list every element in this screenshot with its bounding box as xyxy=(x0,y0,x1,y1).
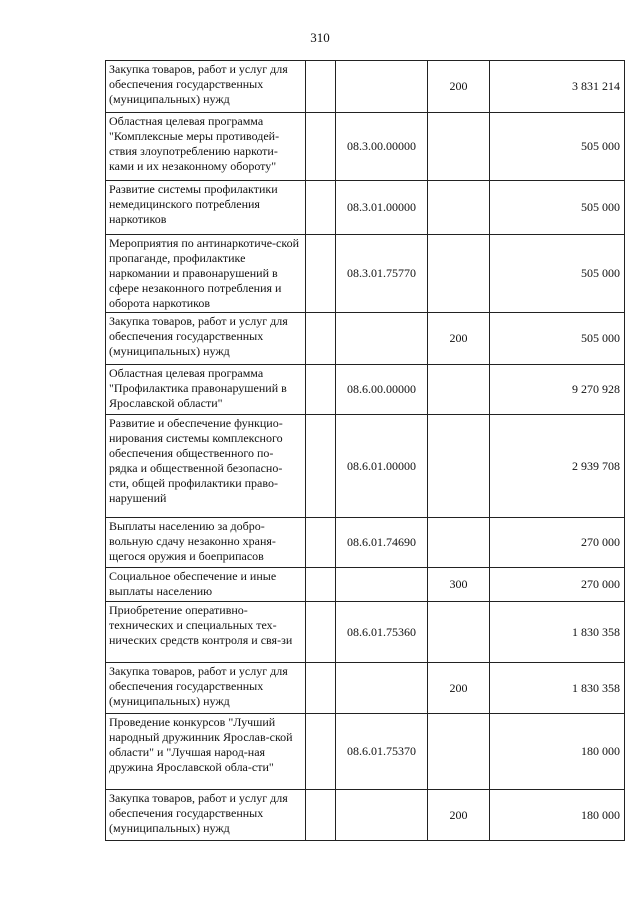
expense-type: 200 xyxy=(428,61,490,113)
amount: 505 000 xyxy=(490,113,625,181)
expense-type: 200 xyxy=(428,313,490,365)
empty-cell xyxy=(306,235,336,313)
target-code xyxy=(336,663,428,714)
item-name: Социальное обеспечение и иные выплаты населению xyxy=(106,568,306,602)
target-code: 08.6.01.00000 xyxy=(336,415,428,518)
empty-cell xyxy=(306,365,336,415)
table-row xyxy=(106,235,625,313)
item-name: Приобретение оперативно-технических и специальных тех-нических средств контроля и свя-зи xyxy=(106,602,306,663)
target-code: 08.6.01.74690 xyxy=(336,518,428,568)
target-code xyxy=(336,568,428,602)
amount: 1 830 358 xyxy=(490,663,625,714)
expense-type xyxy=(428,415,490,518)
amount: 9 270 928 xyxy=(490,365,625,415)
target-code xyxy=(336,313,428,365)
item-name: Проведение конкурсов "Лучший народный дружинник Ярослав-ской области" и "Лучшая народ-ная дружина Ярославской обла-сти" xyxy=(106,714,306,790)
table-row xyxy=(106,790,625,841)
item-name: Развитие системы профилактики немедицинского потребления наркотиков xyxy=(106,181,306,235)
expense-type xyxy=(428,113,490,181)
empty-cell xyxy=(306,663,336,714)
table-row xyxy=(106,313,625,365)
empty-cell xyxy=(306,714,336,790)
amount: 3 831 214 xyxy=(490,61,625,113)
empty-cell xyxy=(306,518,336,568)
amount: 180 000 xyxy=(490,790,625,841)
empty-cell xyxy=(306,415,336,518)
item-name: Закупка товаров, работ и услуг для обеспечения государственных (муниципальных) нужд xyxy=(106,790,306,841)
amount: 1 830 358 xyxy=(490,602,625,663)
amount: 2 939 708 xyxy=(490,415,625,518)
table-row xyxy=(106,365,625,415)
amount: 505 000 xyxy=(490,235,625,313)
target-code: 08.3.01.75770 xyxy=(336,235,428,313)
table-row xyxy=(106,61,625,113)
empty-cell xyxy=(306,181,336,235)
expense-type xyxy=(428,181,490,235)
expense-type: 300 xyxy=(428,568,490,602)
table-row xyxy=(106,518,625,568)
item-name: Выплаты населению за добро-вольную сдачу незаконно храня-щегося оружия и боеприпасов xyxy=(106,518,306,568)
amount: 180 000 xyxy=(490,714,625,790)
expense-type: 200 xyxy=(428,663,490,714)
item-name: Закупка товаров, работ и услуг для обеспечения государственных (муниципальных) нужд xyxy=(106,61,306,113)
empty-cell xyxy=(306,313,336,365)
table-row xyxy=(106,663,625,714)
expense-type xyxy=(428,714,490,790)
target-code: 08.3.01.00000 xyxy=(336,181,428,235)
amount: 505 000 xyxy=(490,313,625,365)
amount: 505 000 xyxy=(490,181,625,235)
table-row xyxy=(106,602,625,663)
table-row xyxy=(106,568,625,602)
item-name: Развитие и обеспечение функцио-нирования системы комплексного обеспечения общественного по-рядка и общественной безопасно-сти, общей профилактики право-нарушений xyxy=(106,415,306,518)
target-code: 08.3.00.00000 xyxy=(336,113,428,181)
expense-type xyxy=(428,235,490,313)
table-row xyxy=(106,415,625,518)
table-row xyxy=(106,113,625,181)
expense-type: 200 xyxy=(428,790,490,841)
table-row xyxy=(106,181,625,235)
empty-cell xyxy=(306,113,336,181)
target-code xyxy=(336,61,428,113)
expense-type xyxy=(428,518,490,568)
item-name: Областная целевая программа "Профилактика правонарушений в Ярославской области" xyxy=(106,365,306,415)
amount: 270 000 xyxy=(490,518,625,568)
empty-cell xyxy=(306,61,336,113)
item-name: Мероприятия по антинаркотиче-ской пропаганде, профилактике наркомании и правонарушений в сфере незаконного потребления и оборота наркотиков xyxy=(106,235,306,313)
empty-cell xyxy=(306,790,336,841)
target-code xyxy=(336,790,428,841)
target-code: 08.6.01.75370 xyxy=(336,714,428,790)
table-row xyxy=(106,714,625,790)
item-name: Закупка товаров, работ и услуг для обеспечения государственных (муниципальных) нужд xyxy=(106,313,306,365)
amount: 270 000 xyxy=(490,568,625,602)
target-code: 08.6.01.75360 xyxy=(336,602,428,663)
budget-table xyxy=(105,60,625,841)
expense-type xyxy=(428,365,490,415)
target-code: 08.6.00.00000 xyxy=(336,365,428,415)
empty-cell xyxy=(306,568,336,602)
item-name: Областная целевая программа "Комплексные меры противодей-ствия злоупотреблению наркоти-ками и их незаконному обороту" xyxy=(106,113,306,181)
empty-cell xyxy=(306,602,336,663)
page-number: 310 xyxy=(310,30,330,45)
item-name: Закупка товаров, работ и услуг для обеспечения государственных (муниципальных) нужд xyxy=(106,663,306,714)
expense-type xyxy=(428,602,490,663)
